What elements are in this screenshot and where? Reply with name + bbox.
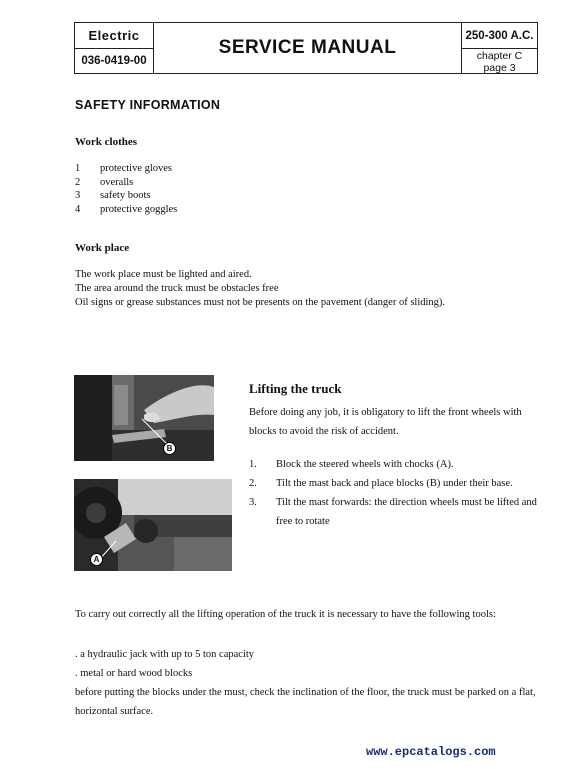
list-item: 2. Tilt the mast back and place blocks (B) under their base. [249,478,513,489]
lifting-photo-blocks [74,375,214,461]
callout-b: B [163,442,176,455]
footer-url[interactable]: www.epcatalogs.com [366,745,496,759]
tools-note-line: horizontal surface. [75,706,154,717]
list-item: 1. Block the steered wheels with chocks (A). [249,459,454,470]
lifting-title: Lifting the truck [249,381,342,396]
list-item: . a hydraulic jack with up to 5 ton capacity [75,649,255,660]
page-label: page 3 [483,62,516,74]
manual-title: SERVICE MANUAL [218,37,397,58]
list-item: 1 protective gloves [75,163,173,174]
section-title: SAFETY INFORMATION [75,98,221,112]
callout-a: A [90,553,103,566]
work-clothes-list [75,162,177,216]
list-item: . metal or hard wood blocks [75,668,193,679]
list-item: 2 overalls [75,176,134,188]
chapter-label: chapter C [476,50,523,62]
work-place-heading: Work place [75,242,130,254]
model-label: Electric [75,23,154,49]
chapter-page [461,49,537,74]
blocks-photo-illustration [74,375,214,461]
tools-list [75,645,536,721]
capacity-label: 250-300 A.C. [461,23,537,49]
lifting-steps [249,455,549,531]
tools-intro: To carry out correctly all the lifting operation of the truck it is necessary to have the following tools: [75,609,496,620]
work-clothes-heading: Work clothes [75,136,138,148]
list-item: 3. Tilt the mast forwards: the direction wheels must be lifted and free to rotate [249,497,537,527]
list-item: 4 protective goggles [75,203,178,215]
document-code: 036-0419-00 [75,49,154,74]
tools-note-line: before putting the blocks under the must, check the inclination of the floor, the truck must be parked on a flat, [75,687,536,698]
lifting-photo-chocks [74,479,232,571]
work-place-text: The work place must be lighted and aired. The area around the truck must be obstacles free Oil signs or grease substances must not be presents on the pavement (danger of sliding). [75,269,446,308]
list-item: 3 safety boots [75,190,151,201]
header-table [74,22,538,74]
lifting-intro: Before doing any job, it is obligatory to lift the front wheels with blocks to avoid the risk of accident. [249,407,522,437]
